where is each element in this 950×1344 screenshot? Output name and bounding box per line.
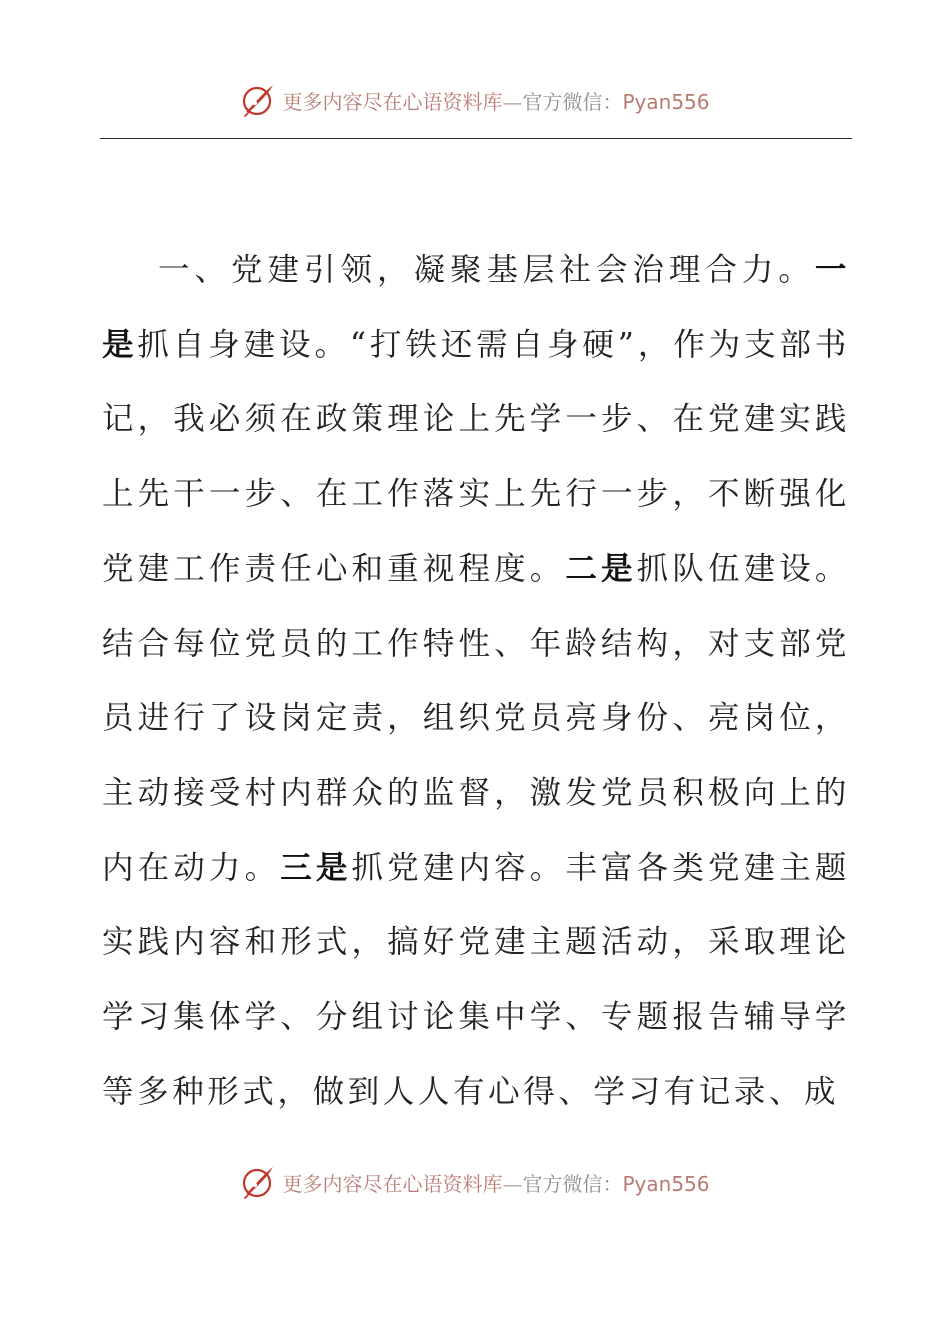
body-seg-2: 抓自身建设。“打铁还需自身硬”，作为支部书记，我必须在政策理论上先学一步、在党建实践上先干一步、在工作落实上先行一步，不断强化党建工作责任心和重视程度。 [102,326,850,587]
footer-banner [0,1160,950,1204]
header-banner-id: Pyan556 [622,89,710,114]
header-banner-wx: 官方微信： [522,89,623,114]
quill-pen-circle-icon [240,82,276,118]
footer-banner-text [282,1168,709,1197]
body-bold-3: 三是 [280,848,352,886]
header-banner-main: 更多内容尽在心语资料库 [282,89,503,114]
header-divider [100,138,852,139]
body-paragraph [102,233,850,1129]
footer-banner-wx: 官方微信： [522,1171,623,1196]
body-bold-2: 二是 [565,549,637,587]
footer-banner-id: Pyan556 [622,1171,710,1196]
body-seg-3: 抓队伍建设。结合每位党员的工作特性、年龄结构，对支部党员进行了设岗定责，组织党员亮身份、亮岗位，主动接受村内群众的监督，激发党员积极向上的内在动力。 [102,550,850,886]
quill-pen-circle-icon [240,1164,276,1200]
footer-banner-main: 更多内容尽在心语资料库 [282,1171,503,1196]
header-banner [0,78,950,122]
body-seg-4: 抓党建内容。丰富各类党建主题实践内容和形式，搞好党建主题活动，采取理论学习集体学、分组讨论集中学、专题报告辅导学等多种形式，做到人人有心得、学习有记录、成 [102,849,851,1110]
header-banner-sep: — [502,89,523,114]
footer-banner-sep: — [502,1171,523,1196]
header-banner-text [282,86,709,115]
body-bold-1: 一是 [102,251,850,363]
body-seg-1: 一、党建引领，凝聚基层社会治理合力。 [158,252,815,288]
